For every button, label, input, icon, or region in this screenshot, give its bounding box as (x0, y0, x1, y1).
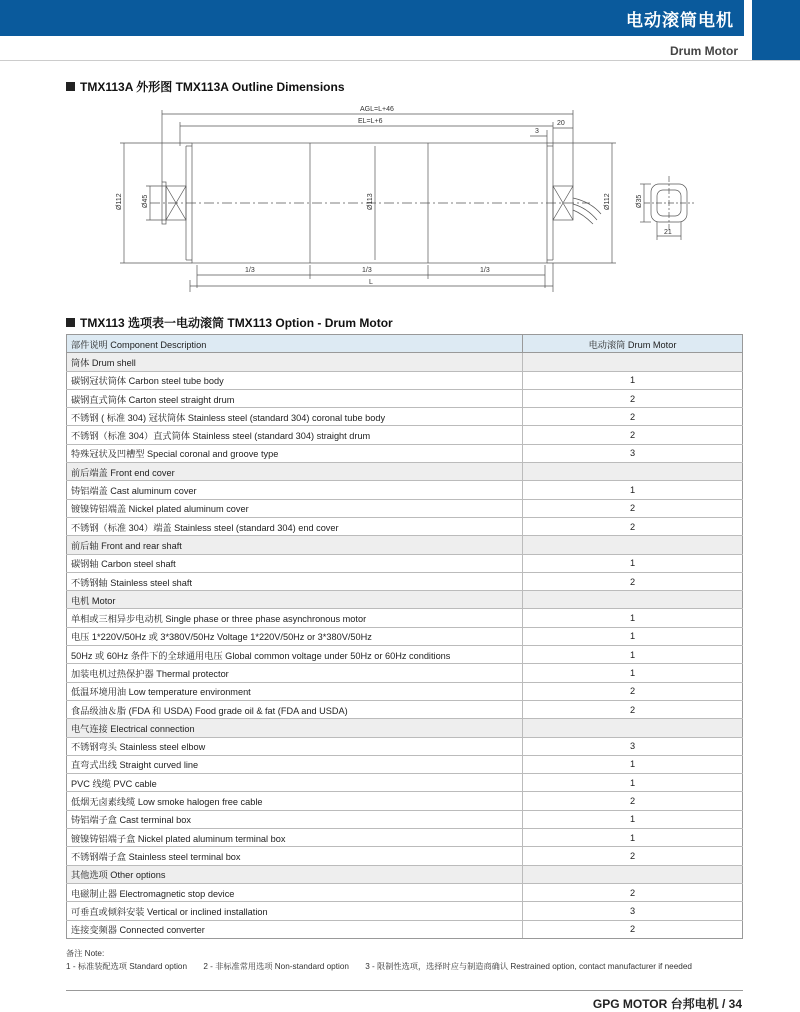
table-category-row (67, 591, 743, 609)
notes (66, 947, 692, 973)
cell-desc: 可垂直或倾斜安装 Vertical or inclined installation (67, 902, 523, 920)
cell-desc: 铸铝端子盒 Cast terminal box (67, 810, 523, 828)
cell-value: 2 (523, 883, 743, 901)
cell-desc: 特殊冠状及凹槽型 Special coronal and groove type (67, 444, 523, 462)
cell-desc: 不锈钢弯头 Stainless steel elbow (67, 737, 523, 755)
cell-desc: 连接变频器 Connected converter (67, 920, 523, 938)
cell-value: 2 (523, 700, 743, 718)
header-desc: 部件说明 Component Description (67, 335, 523, 353)
note-2: 2 - 非标准常用选项 Non-standard option (203, 962, 349, 971)
cell-value: 1 (523, 481, 743, 499)
section-title-text: TMX113A 外形图 TMX113A Outline Dimensions (80, 80, 345, 94)
cell-desc: 电磁制止器 Electromagnetic stop device (67, 883, 523, 901)
table-row (67, 774, 743, 792)
table-row (67, 554, 743, 572)
outline-drawing (100, 100, 740, 300)
table-row (67, 572, 743, 590)
cell-value: 1 (523, 646, 743, 664)
cell-desc: 铸铝端盖 Cast aluminum cover (67, 481, 523, 499)
cell-desc: 低烟无卤素线缆 Low smoke halogen free cable (67, 792, 523, 810)
cell-value: 2 (523, 408, 743, 426)
dim-d35: Ø35 (636, 194, 643, 208)
dim-21: 21 (664, 229, 672, 236)
cell-desc: 不锈钢（标准 304）直式筒体 Stainless steel (standard 304) straight drum (67, 426, 523, 444)
cell-value: 2 (523, 517, 743, 535)
table-row (67, 371, 743, 389)
cell-desc: 不锈钢 ( 标准 304) 冠状筒体 Stainless steel (standard 304) coronal tube body (67, 408, 523, 426)
section-title-text: TMX113 选项表一电动滚筒 TMX113 Option - Drum Motor (80, 316, 393, 330)
cell-value: 1 (523, 810, 743, 828)
table-category-row (67, 536, 743, 554)
table-row (67, 426, 743, 444)
cell-value: 1 (523, 371, 743, 389)
cell-desc: 不锈钢轴 Stainless steel shaft (67, 572, 523, 590)
cell-value: 1 (523, 664, 743, 682)
cell-value (523, 463, 743, 481)
header-value: 电动滚筒 Drum Motor (523, 335, 743, 353)
cell-desc: 其他选项 Other options (67, 865, 523, 883)
cell-desc: 镀镍铸铝端子盒 Nickel plated aluminum terminal box (67, 829, 523, 847)
dim-d113: Ø113 (367, 193, 374, 210)
note-1: 1 - 标准装配选项 Standard option (66, 962, 188, 971)
cell-desc: 单相或三相异步电动机 Single phase or three phase asynchronous motor (67, 609, 523, 627)
table-row (67, 737, 743, 755)
cell-desc: 食品级油＆脂 (FDA 和 USDA) Food grade oil & fat (FDA and USDA) (67, 700, 523, 718)
cell-value: 1 (523, 554, 743, 572)
table-category-row (67, 719, 743, 737)
cell-value: 3 (523, 444, 743, 462)
cell-desc: 电气连接 Electrical connection (67, 719, 523, 737)
table-row (67, 810, 743, 828)
cell-desc: 加装电机过热保护器 Thermal protector (67, 664, 523, 682)
table-row (67, 902, 743, 920)
header-subtitle: Drum Motor (670, 44, 738, 58)
cell-desc: 筒体 Drum shell (67, 353, 523, 371)
cell-desc: 碳钢轴 Carbon steel shaft (67, 554, 523, 572)
table-row (67, 920, 743, 938)
options-table (66, 334, 743, 939)
notes-label: 备注 Note: (66, 949, 105, 958)
header-divider (0, 60, 800, 61)
cell-value (523, 591, 743, 609)
table-row (67, 408, 743, 426)
header-corner-block (752, 0, 800, 60)
cell-value: 2 (523, 426, 743, 444)
table-category-row (67, 865, 743, 883)
cell-desc: PVC 线缆 PVC cable (67, 774, 523, 792)
cell-desc: 碳钢冠状筒体 Carbon steel tube body (67, 371, 523, 389)
table-category-row (67, 463, 743, 481)
cell-desc: 直弯式出线 Straight curved line (67, 755, 523, 773)
dim-3: 3 (535, 128, 539, 135)
table-header-row (67, 335, 743, 353)
dim-20: 20 (557, 120, 565, 127)
table-row (67, 481, 743, 499)
dim-length: L (369, 279, 373, 286)
cell-desc: 前后端盖 Front end cover (67, 463, 523, 481)
section-title-outline (66, 78, 345, 95)
table-row (67, 646, 743, 664)
cell-desc: 不锈钢（标准 304）端盖 Stainless steel (standard 304) end cover (67, 517, 523, 535)
header-title: 电动滚筒电机 (626, 11, 734, 30)
cell-value: 1 (523, 755, 743, 773)
cell-value: 2 (523, 847, 743, 865)
cell-value (523, 536, 743, 554)
cell-value (523, 353, 743, 371)
cell-value (523, 719, 743, 737)
cell-value: 1 (523, 609, 743, 627)
dim-d112-left: Ø112 (116, 193, 123, 210)
cell-value: 1 (523, 627, 743, 645)
dim-d112-right: Ø112 (604, 193, 611, 210)
cell-value: 2 (523, 792, 743, 810)
table-row (67, 444, 743, 462)
bullet-square-icon (66, 82, 75, 91)
table-row (67, 829, 743, 847)
bullet-square-icon (66, 318, 75, 327)
cell-desc: 电机 Motor (67, 591, 523, 609)
cell-value: 3 (523, 737, 743, 755)
table-row (67, 664, 743, 682)
dim-el: EL=L+6 (358, 118, 383, 125)
table-row (67, 755, 743, 773)
cell-desc: 电压 1*220V/50Hz 或 3*380V/50Hz Voltage 1*220V/50Hz or 3*380V/50Hz (67, 627, 523, 645)
cell-desc: 低温环境用油 Low temperature environment (67, 682, 523, 700)
table-row (67, 682, 743, 700)
cell-value: 1 (523, 774, 743, 792)
table-row (67, 792, 743, 810)
table-category-row (67, 353, 743, 371)
table-row (67, 517, 743, 535)
dim-agl: AGL=L+46 (360, 106, 394, 113)
table-row (67, 847, 743, 865)
table-row (67, 627, 743, 645)
footer-page: GPG MOTOR 台邦电机 / 34 (592, 997, 742, 1011)
table-row (67, 499, 743, 517)
cell-value: 2 (523, 682, 743, 700)
dim-third-3: 1/3 (480, 267, 490, 274)
table-row (67, 700, 743, 718)
dim-third-2: 1/3 (362, 267, 372, 274)
dim-third-1: 1/3 (245, 267, 255, 274)
section-title-options (66, 314, 393, 331)
cell-desc: 50Hz 或 60Hz 条件下的全球通用电压 Global common voltage under 50Hz or 60Hz conditions (67, 646, 523, 664)
cell-value: 3 (523, 902, 743, 920)
cell-value: 2 (523, 499, 743, 517)
footer-divider (66, 990, 743, 991)
cell-value: 2 (523, 920, 743, 938)
table-row (67, 389, 743, 407)
table-row (67, 609, 743, 627)
cell-desc: 碳钢直式筒体 Carton steel straight drum (67, 389, 523, 407)
table-row (67, 883, 743, 901)
cell-value (523, 865, 743, 883)
note-3: 3 - 限制性选项，选择时应与制造商确认 Restrained option, contact manufacturer if needed (365, 962, 692, 971)
cell-value: 1 (523, 829, 743, 847)
cell-desc: 镀镍铸铝端盖 Nickel plated aluminum cover (67, 499, 523, 517)
dim-d45: Ø45 (142, 194, 149, 208)
cell-value: 2 (523, 572, 743, 590)
cell-value: 2 (523, 389, 743, 407)
cell-desc: 前后轴 Front and rear shaft (67, 536, 523, 554)
cell-desc: 不锈钢端子盒 Stainless steel terminal box (67, 847, 523, 865)
